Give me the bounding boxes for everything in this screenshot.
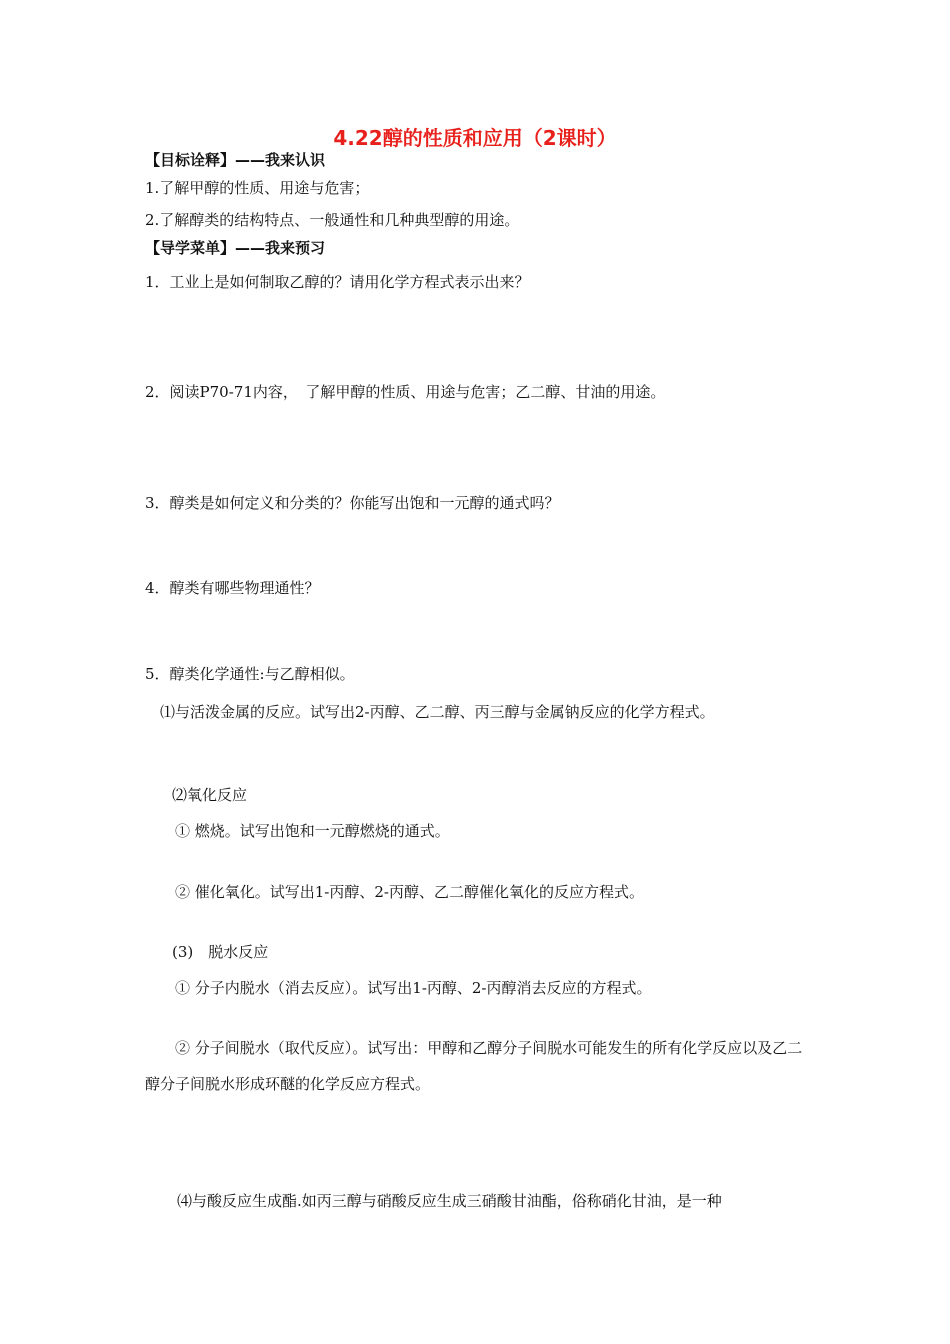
question-4: 4．醇类有哪些物理通性？ bbox=[145, 579, 320, 597]
question-5-1: ⑴与活泼金属的反应。试写出2-丙醇、乙二醇、丙三醇与金属钠反应的化学方程式。 bbox=[160, 703, 715, 721]
question-5-3b: ② 分子间脱水（取代反应）。试写出：甲醇和乙醇分子间脱水可能发生的所有化学反应以及乙二醇分子间脱水形成环醚的化学反应方程式。 bbox=[145, 1039, 803, 1093]
question-5-2b: ② 催化氧化。试写出1-丙醇、2-丙醇、乙二醇催化氧化的反应方程式。 bbox=[175, 883, 644, 901]
section-heading-preview: 【导学菜单】——我来预习 bbox=[145, 239, 326, 257]
page-title: 4.22醇的性质和应用（2课时） bbox=[333, 126, 617, 150]
goal-item-1: 1.了解甲醇的性质、用途与危害； bbox=[145, 179, 370, 197]
question-5-3a: ① 分子内脱水（消去反应）。试写出1-丙醇、2-丙醇消去反应的方程式。 bbox=[175, 979, 652, 997]
goal-item-2: 2.了解醇类的结构特点、一般通性和几种典型醇的用途。 bbox=[145, 211, 520, 229]
question-5: 5．醇类化学通性:与乙醇相似。 bbox=[145, 665, 355, 683]
question-3: 3．醇类是如何定义和分类的？你能写出饱和一元醇的通式吗？ bbox=[145, 494, 560, 512]
question-2: 2．阅读P70-71内容， 了解甲醇的性质、用途与危害；乙二醇、甘油的用途。 bbox=[145, 383, 666, 401]
question-1: 1．工业上是如何制取乙醇的？请用化学方程式表示出来？ bbox=[145, 273, 530, 291]
question-5-4: ⑷与酸反应生成酯.如丙三醇与硝酸反应生成三硝酸甘油酯，俗称硝化甘油，是一种 bbox=[177, 1192, 722, 1210]
question-5-2: ⑵氧化反应 bbox=[172, 786, 248, 804]
question-5-2a: ① 燃烧。试写出饱和一元醇燃烧的通式。 bbox=[175, 822, 450, 840]
question-5-3: (3) 脱水反应 bbox=[172, 943, 269, 961]
section-heading-goals: 【目标诠释】——我来认识 bbox=[145, 151, 326, 169]
